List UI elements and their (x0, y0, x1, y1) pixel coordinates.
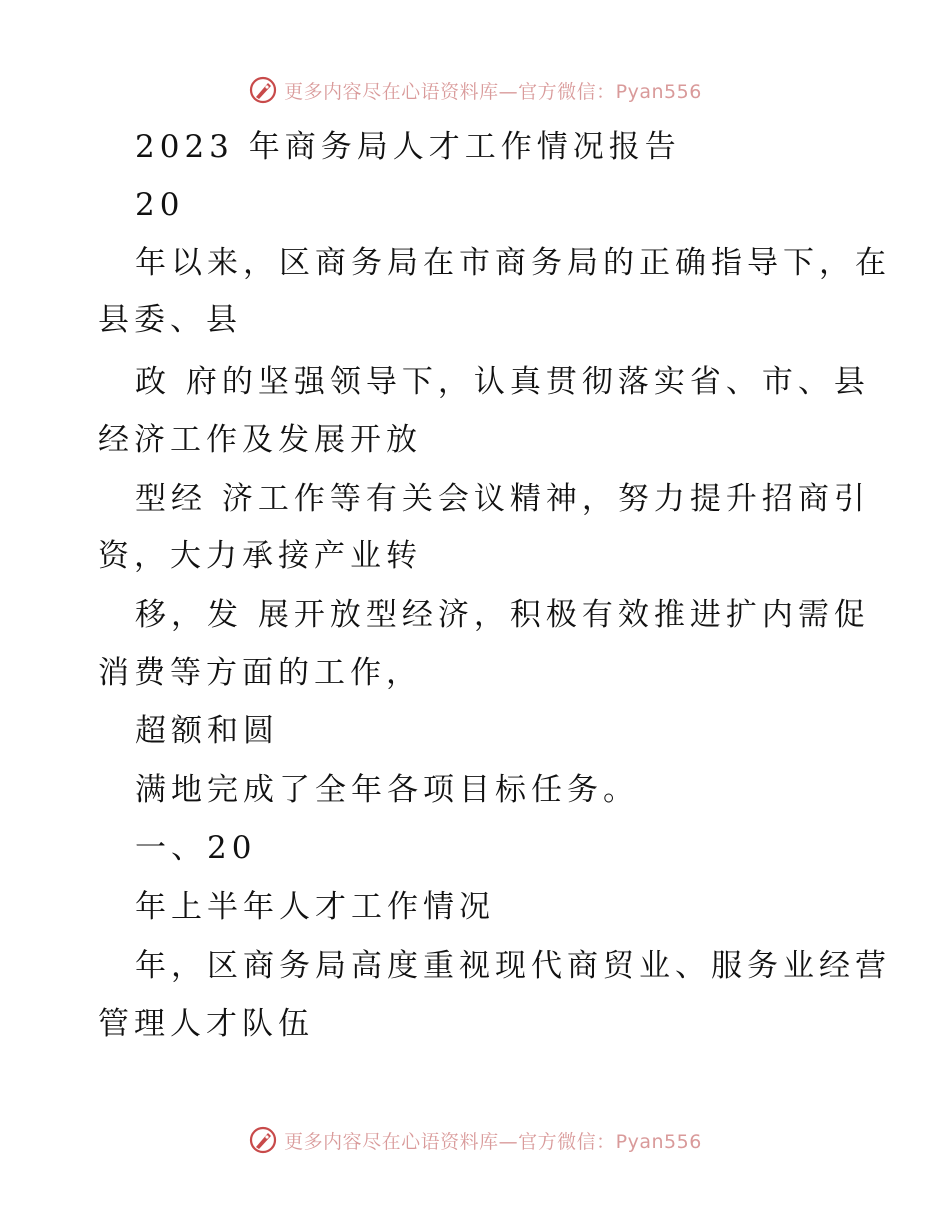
text-line: 移，发 展开放型经济，积极有效推进扩内需促 (135, 597, 870, 633)
text-line: 型经 济工作等有关会议精神，努力提升招商引 (135, 481, 870, 517)
text-line: 经济工作及发展开放 (98, 422, 422, 458)
text-line: 消费等方面的工作， (98, 655, 422, 691)
watermark-text: 更多内容尽在心语资料库—官方微信：Pyan556 (284, 80, 702, 103)
text-line: 超额和圆 (135, 713, 279, 749)
pen-nib-logo-icon (248, 75, 278, 105)
document-title: 2023 年商务局人才工作情况报告 (135, 129, 681, 165)
section-heading: 一、20 (135, 830, 257, 866)
text-line: 20 (135, 187, 185, 223)
watermark-text: 更多内容尽在心语资料库—官方微信：Pyan556 (284, 1130, 702, 1153)
text-line: 年，区商务局高度重视现代商贸业、服务业经营 (135, 948, 891, 984)
text-line: 管理人才队伍 (98, 1006, 314, 1042)
text-line: 政 府的坚强领导下，认真贯彻落实省、市、县 (135, 364, 870, 400)
text-line: 县委、县 (98, 302, 242, 338)
text-line: 资，大力承接产业转 (98, 538, 422, 574)
pen-nib-logo-icon (248, 1125, 278, 1155)
text-line: 满地完成了全年各项目标任务。 (135, 772, 639, 808)
section-heading: 年上半年人才工作情况 (135, 889, 495, 925)
watermark-footer (0, 1122, 950, 1158)
watermark-header (0, 72, 950, 108)
text-line: 年以来，区商务局在市商务局的正确指导下，在 (135, 245, 891, 281)
